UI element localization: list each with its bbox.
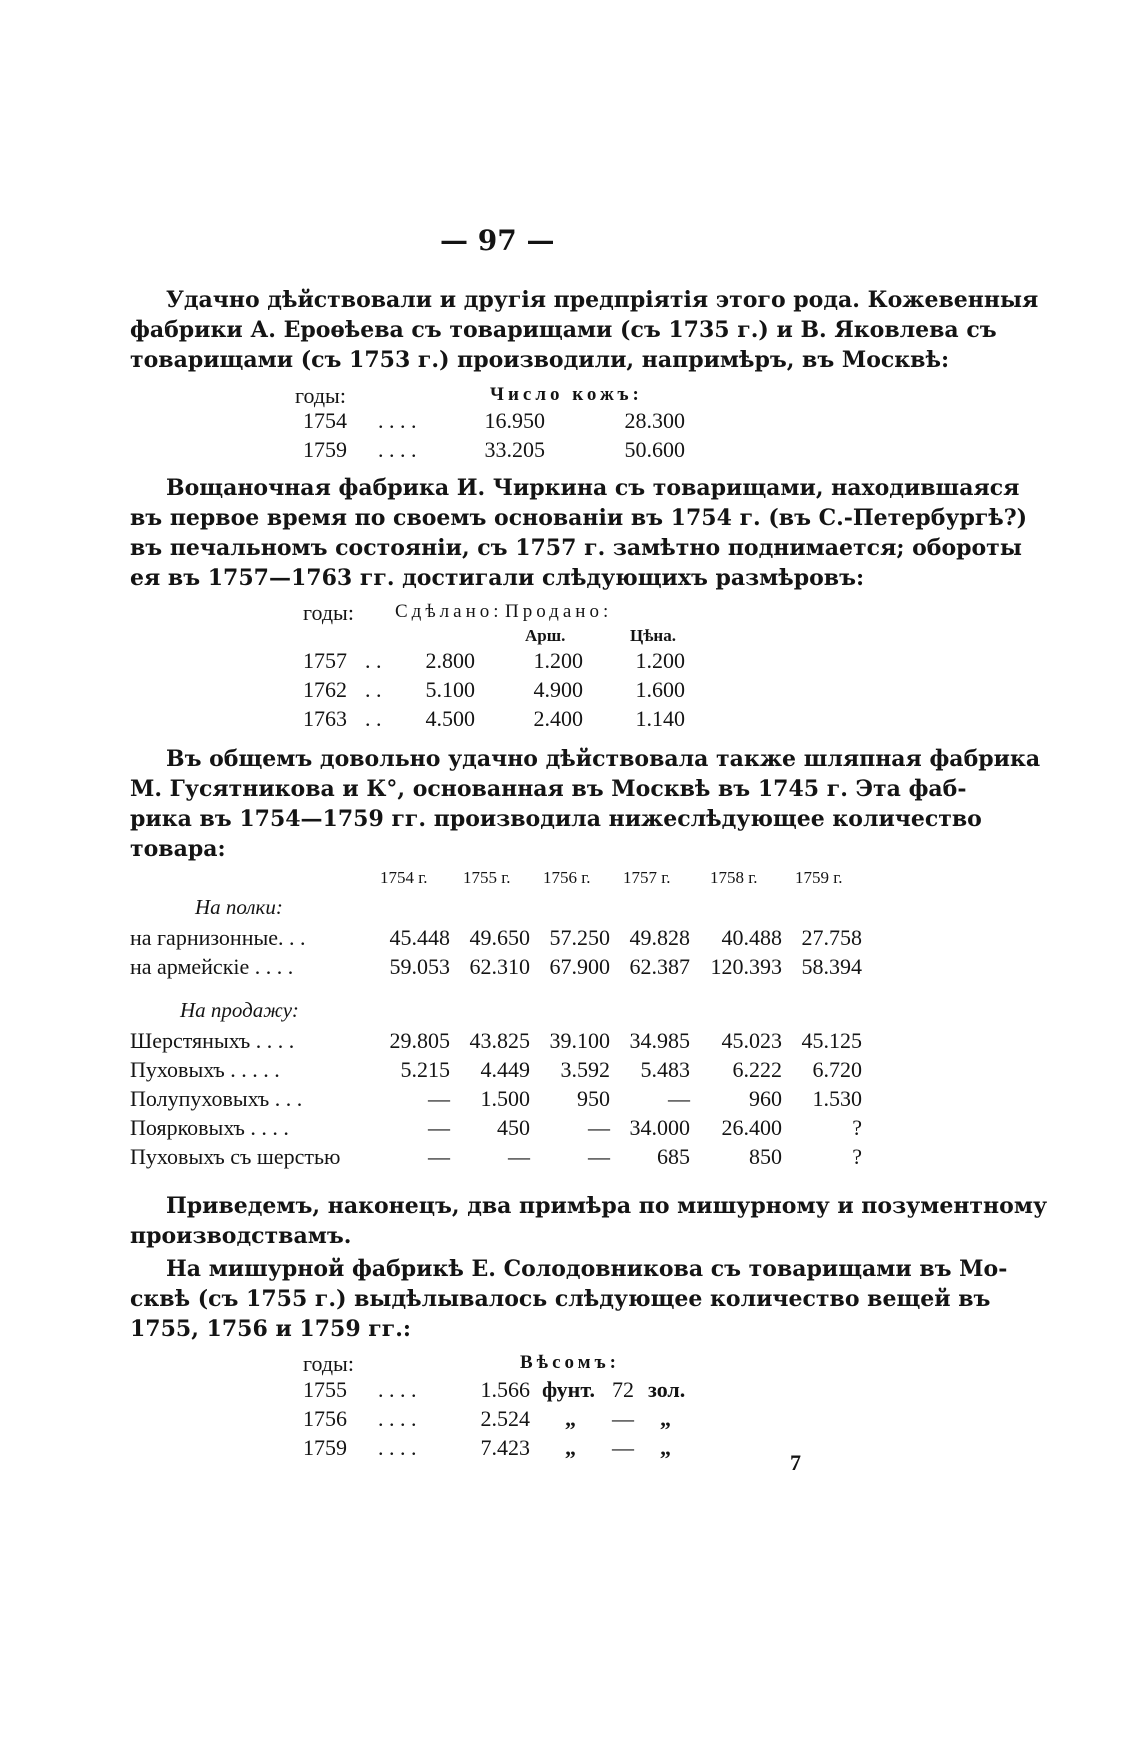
page-number: — 97 — — [440, 224, 555, 257]
year-header: 1759 г. — [795, 868, 843, 887]
row-value-a: 16.950 — [484, 408, 545, 433]
row-year: 1759 — [303, 1435, 347, 1460]
row-made: 2.800 — [425, 648, 475, 673]
row-amount: — — [612, 1406, 634, 1431]
signature-mark: 7 — [790, 1450, 801, 1475]
paragraph-line: производствамъ. — [130, 1223, 352, 1249]
paragraph-line: товара: — [130, 836, 226, 862]
table-subheader-arsh: Арш. — [525, 626, 566, 645]
row-dots: . . — [365, 706, 382, 731]
row-price: 1.600 — [635, 677, 685, 702]
paragraph-line: сквѣ (съ 1755 г.) выдѣлывалось слѣдующее количество вещей въ — [130, 1286, 991, 1312]
row-value: 27.758 — [801, 925, 862, 950]
row-label: Полупуховыхъ . . . — [130, 1086, 303, 1111]
row-value: 1.530 — [812, 1086, 862, 1111]
row-value: 850 — [749, 1144, 782, 1169]
paragraph-line: рика въ 1754—1759 гг. производила нижеслѣдующее количество — [130, 806, 982, 832]
row-value: 34.000 — [629, 1115, 690, 1140]
row-value: 57.250 — [549, 925, 610, 950]
row-amount: — — [612, 1435, 634, 1460]
row-year: 1756 — [303, 1406, 347, 1431]
group-title-regiments: На полки: — [195, 895, 283, 919]
row-value: ? — [852, 1115, 862, 1140]
row-made: 4.500 — [425, 706, 475, 731]
table-subheader-price: Цѣна. — [630, 626, 676, 645]
row-dots: . . . . — [378, 1406, 417, 1431]
row-value: ? — [852, 1144, 862, 1169]
row-value: 1.500 — [480, 1086, 530, 1111]
row-value: 450 — [497, 1115, 530, 1140]
row-label: Пуховыхъ съ шерстью — [130, 1144, 341, 1169]
row-label: Пуховыхъ . . . . . — [130, 1057, 280, 1082]
row-dots: . . . . — [378, 1377, 417, 1402]
row-value: 58.394 — [801, 954, 862, 979]
row-unit2: „ — [660, 1406, 671, 1431]
row-value: — — [508, 1144, 530, 1169]
row-value: 34.985 — [629, 1028, 690, 1053]
row-value: 2.524 — [480, 1406, 530, 1431]
row-value: 39.100 — [549, 1028, 610, 1053]
row-label: Поярковыхъ . . . . — [130, 1115, 289, 1140]
year-header: 1758 г. — [710, 868, 758, 887]
row-value: 45.448 — [389, 925, 450, 950]
row-unit: фунт. — [542, 1377, 596, 1402]
paragraph-line: 1755, 1756 и 1759 гг.: — [130, 1316, 412, 1342]
row-arsh: 1.200 — [533, 648, 583, 673]
row-value: 49.828 — [629, 925, 690, 950]
row-value: 62.387 — [629, 954, 690, 979]
row-value: 40.488 — [721, 925, 782, 950]
row-label: на гарнизонные. . . — [130, 925, 306, 950]
row-value-b: 28.300 — [624, 408, 685, 433]
row-value: 4.449 — [480, 1057, 530, 1082]
table-header-years: годы: — [295, 383, 346, 408]
paragraph-line: На мишурной фабрикѣ Е. Солодовникова съ товарищами въ Мо- — [166, 1256, 1008, 1282]
paragraph-line: товарищами (съ 1753 г.) производили, напримѣръ, въ Москвѣ: — [130, 347, 950, 373]
paragraph-line: ея въ 1757—1763 гг. достигали слѣдующихъ размѣровъ: — [130, 565, 865, 591]
row-made: 5.100 — [425, 677, 475, 702]
row-dots: . . — [365, 648, 382, 673]
row-value: — — [428, 1086, 450, 1111]
row-unit2: „ — [660, 1435, 671, 1460]
table-header-sold: Продано: — [505, 601, 613, 622]
row-value: 29.805 — [389, 1028, 450, 1053]
year-header: 1755 г. — [463, 868, 511, 887]
row-arsh: 4.900 — [533, 677, 583, 702]
row-year: 1759 — [303, 437, 347, 462]
row-value: 6.222 — [732, 1057, 782, 1082]
row-value: 960 — [749, 1086, 782, 1111]
row-value: 45.125 — [801, 1028, 862, 1053]
row-year: 1763 — [303, 706, 347, 731]
row-value: 5.483 — [640, 1057, 690, 1082]
paragraph-line: Въ общемъ довольно удачно дѣйствовала также шляпная фабрика — [166, 746, 1041, 772]
row-price: 1.140 — [635, 706, 685, 731]
row-value-a: 33.205 — [484, 437, 545, 462]
table-header-weight: Вѣсомъ: — [520, 1352, 620, 1373]
paragraph-line: М. Гусятникова и К°, основанная въ Москвѣ въ 1745 г. Эта фаб- — [130, 776, 967, 802]
row-value: — — [588, 1144, 610, 1169]
year-header: 1756 г. — [543, 868, 591, 887]
row-value: 120.393 — [710, 954, 782, 979]
row-dots: . . — [365, 677, 382, 702]
paragraph-line: Приведемъ, наконецъ, два примѣра по мишурному и позументному — [166, 1193, 1048, 1219]
table-header-count: Число кожъ: — [490, 384, 643, 405]
row-arsh: 2.400 — [533, 706, 583, 731]
row-value: 49.650 — [469, 925, 530, 950]
row-value: 62.310 — [469, 954, 530, 979]
row-value: 59.053 — [389, 954, 450, 979]
row-value: 950 — [577, 1086, 610, 1111]
row-amount: 72 — [612, 1377, 634, 1402]
row-value: — — [588, 1115, 610, 1140]
paragraph-line: въ первое время по своемъ основаніи въ 1754 г. (въ С.-Петербургѣ?) — [130, 505, 1028, 531]
row-dots: . . . . — [378, 1435, 417, 1460]
group-title-sale: На продажу: — [180, 998, 299, 1022]
year-header: 1757 г. — [623, 868, 671, 887]
row-unit: „ — [565, 1435, 576, 1460]
row-value: 26.400 — [721, 1115, 782, 1140]
row-value: 67.900 — [549, 954, 610, 979]
row-value: — — [428, 1115, 450, 1140]
row-value: — — [668, 1086, 690, 1111]
paragraph-line: въ печальномъ состояніи, съ 1757 г. замѣтно поднимается; обороты — [130, 535, 1022, 561]
table-header-made: Сдѣлано: — [395, 601, 503, 622]
table-header-years: годы: — [303, 600, 354, 625]
row-value: 7.423 — [480, 1435, 530, 1460]
row-value: 685 — [657, 1144, 690, 1169]
paragraph-line: Удачно дѣйствовали и другія предпріятія этого рода. Кожевенныя — [166, 287, 1039, 313]
row-value-b: 50.600 — [624, 437, 685, 462]
row-value: 5.215 — [400, 1057, 450, 1082]
paragraph-line: Вощаночная фабрика И. Чиркина съ товарищами, находившаяся — [166, 475, 1020, 501]
row-price: 1.200 — [635, 648, 685, 673]
row-value: 45.023 — [721, 1028, 782, 1053]
paragraph-line: фабрики А. Ероѳѣева съ товарищами (съ 1735 г.) и В. Яковлева съ — [130, 317, 997, 343]
row-label: Шерстяныхъ . . . . — [130, 1028, 295, 1053]
table-header-years: годы: — [303, 1351, 354, 1376]
row-value: 1.566 — [480, 1377, 530, 1402]
row-value: 3.592 — [560, 1057, 610, 1082]
row-year: 1762 — [303, 677, 347, 702]
row-unit: „ — [565, 1406, 576, 1431]
row-dots: . . . . — [378, 408, 417, 433]
row-label: на армейскіе . . . . — [130, 954, 294, 979]
row-value: — — [428, 1144, 450, 1169]
row-year: 1757 — [303, 648, 347, 673]
year-header: 1754 г. — [380, 868, 428, 887]
row-dots: . . . . — [378, 437, 417, 462]
row-year: 1754 — [303, 408, 347, 433]
row-unit2: зол. — [648, 1377, 686, 1402]
row-value: 43.825 — [469, 1028, 530, 1053]
row-value: 6.720 — [812, 1057, 862, 1082]
row-year: 1755 — [303, 1377, 347, 1402]
